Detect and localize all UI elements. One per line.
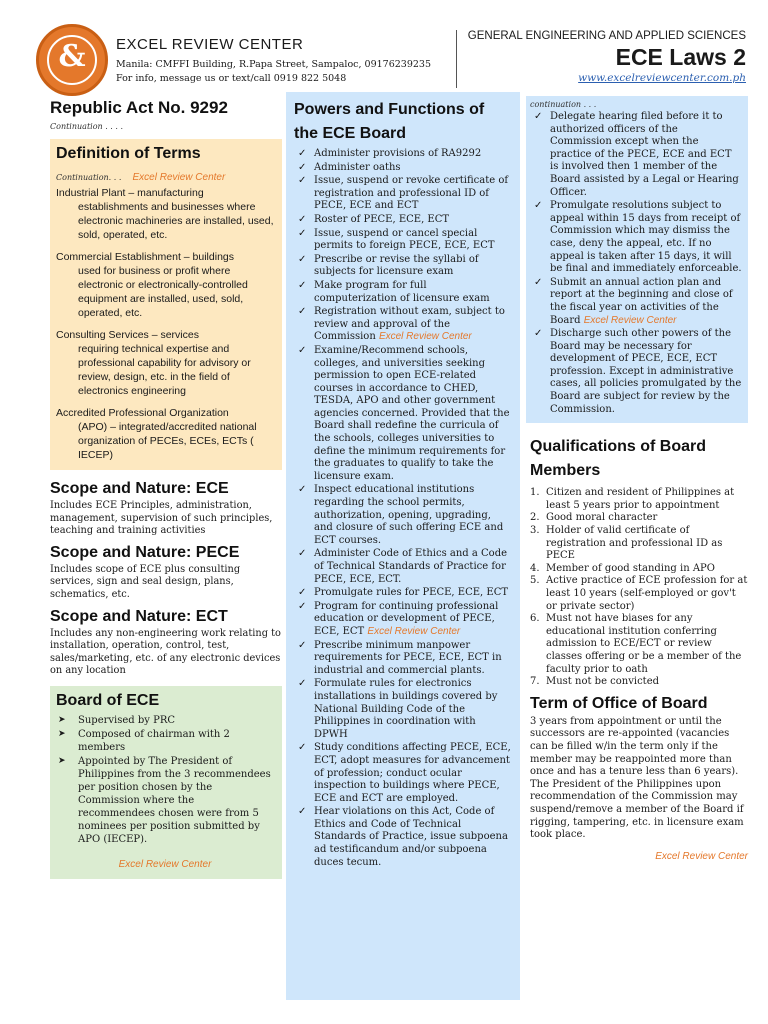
list-item: ✓ Prescribe or revise the syllabi of subjects for licensure exam xyxy=(298,253,479,278)
arrow-bullet-icon: ➤ xyxy=(58,714,66,725)
check-icon: ✓ xyxy=(298,678,307,690)
column-3 xyxy=(526,96,748,863)
excel-logo-icon: & xyxy=(36,24,108,96)
list-item: 4. Member of good standing in APO xyxy=(530,562,715,574)
powers-continued-list xyxy=(530,111,742,416)
watermark: Excel Review Center xyxy=(655,850,748,862)
list-item: ✓ Registration without exam, subject to review and approval of the Commission Excel Review Center xyxy=(298,306,505,343)
check-icon: ✓ xyxy=(298,548,307,560)
column-1 xyxy=(50,98,282,879)
definition-title: Definition of Terms xyxy=(56,145,201,162)
list-item: ✓ Inspect educational institutions regarding the school permits, authorization, opening, upgrading, and closure of such offering ECE and ECT courses. xyxy=(298,484,504,546)
check-icon: ✓ xyxy=(298,484,307,496)
list-item: ✓ Administer Code of Ethics and a Code of Technical Standards of Practice for PECE, ECE, ECT. xyxy=(298,548,508,585)
list-item: ✓ Make program for full computerization of licensure exam xyxy=(298,279,490,304)
check-icon: ✓ xyxy=(298,279,307,291)
watermark: Excel Review Center xyxy=(583,314,677,326)
term-title: Term of Office of Board xyxy=(530,694,708,712)
watermark: Excel Review Center xyxy=(118,858,212,870)
qualifications-title: Qualifications of Board Members xyxy=(530,438,707,480)
board-title: Board of ECE xyxy=(56,691,160,709)
list-item: ✓ Examine/Recommend schools, colleges, and universities seeking permission to open ECE-related courses in accordance to CHED, TESDA, APO and other government agencies concerned. Provided that the Board shall redefine the curricula of the schools, colleges universities to define the minimum requirements for the graduates to qualify to take the licensure exam. xyxy=(298,344,510,482)
list-item: ✓ Hear violations on this Act, Code of Ethics and Code of Technical Standards of Practice, issue subpoena ad testificandum and/or subpoena duces tecum. xyxy=(298,806,508,868)
address: Manila: CMFFI Building, R.Papa Street, Sampaloc, 09176239235 xyxy=(116,59,432,70)
header xyxy=(0,0,768,96)
term-apo: Accredited Professional Organization (APO) – integrated/accredited national organization of PECEs, ECEs, ECTs ( IECEP) xyxy=(56,407,257,461)
qualifications-list xyxy=(530,487,748,689)
col3-continuation: continuation . . . xyxy=(530,100,597,109)
column-2 xyxy=(286,92,520,1000)
check-icon: ✓ xyxy=(298,344,307,356)
check-icon: ✓ xyxy=(298,213,307,225)
check-icon: ✓ xyxy=(298,161,307,173)
term-text: 3 years from appointment or until the successors are re-appointed (vacancies can be filled w/in the term only if the member may be reappointed more than once and has a tenure less than 6 years). The President of the Philippines upon recommendation of the Commission may suspend/remove a member of the Board if rigging, tampering, etc. in licensure exam took place. xyxy=(530,715,744,841)
check-icon: ✓ xyxy=(534,200,543,212)
check-icon: ✓ xyxy=(298,587,307,599)
page-title: ECE Laws 2 xyxy=(615,44,746,70)
list-item: ✓ Formulate rules for electronics installations in buildings covered by National Building Code of the Philippines in coordination with DPWH xyxy=(298,678,498,740)
list-item: ✓ Promulgate resolutions subject to appeal within 15 days from receipt of Commission which may dismiss the case, deny the appeal, etc. If no appeal is taken after 15 days, it will be final and immediately enforceable. xyxy=(534,200,742,275)
list-item: ✓ Issue, suspend or revoke certificate of registration and professional ID of PECE, ECE and ECT xyxy=(298,175,509,212)
watermark: Excel Review Center xyxy=(132,172,226,183)
info-line: For info, message us or text/call 0919 822 5048 xyxy=(116,73,347,84)
list-item: ✓ Discharge such other powers of the Board may be necessary for development of PECE, ECE, ECT profession. Except in administrative cases, all policies promulgated by the Board are subject for review by the Commission. xyxy=(534,328,742,415)
website-link[interactable]: www.excelreviewcenter.com.ph xyxy=(578,72,746,84)
list-item: ✓ Administer provisions of RA9292 xyxy=(298,148,482,159)
check-icon: ✓ xyxy=(298,639,307,651)
check-icon: ✓ xyxy=(298,148,307,159)
ra-continuation: Continuation . . . . xyxy=(50,122,124,131)
arrow-bullet-icon: ➤ xyxy=(58,755,66,766)
watermark: Excel Review Center xyxy=(378,331,472,343)
term-commercial-establishment: Commercial Establishment – buildings used for business or profit where electronic or electronically-controlled equipment are installed, used, sold, operated, etc. xyxy=(56,251,248,319)
list-item: 2. Good moral character xyxy=(530,512,658,524)
scope-pece: Scope and Nature: PECE Includes scope of ECE plus consulting services, sign and seal design, plans, schematics, etc. xyxy=(50,543,241,600)
definition-box xyxy=(50,139,282,470)
list-item: 3. Holder of valid certificate of registration and professional ID as PECE xyxy=(530,525,723,562)
board-list xyxy=(56,714,274,846)
powers-title: Powers and Functions of the ECE Board xyxy=(294,101,485,142)
continuation-box xyxy=(526,96,748,423)
center-name: EXCEL REVIEW CENTER xyxy=(116,36,304,53)
list-item: ✓ Administer oaths xyxy=(298,161,401,173)
list-item: ✓ Roster of PECE, ECE, ECT xyxy=(298,213,450,225)
list-item: ➤ Supervised by PRC xyxy=(58,714,176,726)
list-item: ✓ Prescribe minimum manpower requirements for PECE, ECE, ECT in industrial and commercial plants. xyxy=(298,639,502,676)
list-item: ✓ Submit an annual action plan and report at the beginning and close of the fiscal year on activities of the Board Excel Review Center xyxy=(534,276,733,326)
list-item: ➤ Composed of chairman with 2 members xyxy=(58,728,230,753)
contact-info xyxy=(116,58,431,86)
check-icon: ✓ xyxy=(298,306,307,318)
term-consulting-services: Consulting Services – services requiring technical expertise and professional capability for advisory or review, design, etc. in the field of electronics engineering xyxy=(56,329,251,397)
check-icon: ✓ xyxy=(298,175,307,187)
list-item: ✓ Program for continuing professional education or development of PECE, ECE, ECT Excel Review Center xyxy=(298,600,499,637)
list-item: ➤ Appointed by The President of Philippines from the 3 recommendees per position chosen by the Commission where the recommendees chosen were from 5 nominees per position submitted by APO (IECEP). xyxy=(58,755,271,845)
powers-list xyxy=(294,148,512,869)
list-item: ✓ Promulgate rules for PECE, ECE, ECT xyxy=(298,587,509,599)
list-item: 1. Citizen and resident of Philippines at least 5 years prior to appointment xyxy=(530,487,735,511)
scope-ect: Scope and Nature: ECT Includes any non-engineering work relating to installation, operation, control, test, sales/marketing, etc. of any electronic devices on any location xyxy=(50,607,281,677)
check-icon: ✓ xyxy=(298,742,307,754)
check-icon: ✓ xyxy=(534,111,543,122)
list-item: 6. Must not have biases for any educational institution conferring admission to ECE/ECT or review classes offering or be a member of the faculty prior to oath xyxy=(530,613,742,675)
check-icon: ✓ xyxy=(534,276,543,288)
ra-title: Republic Act No. 9292 xyxy=(50,98,228,117)
scope-ece: Scope and Nature: ECE Includes ECE Principles, administration, management, supervision of such principles, teaching and training activities xyxy=(50,480,273,537)
list-item: 5. Active practice of ECE profession for at least 10 years (self-employed or gov't or private sector) xyxy=(530,575,748,612)
definition-continuation: Continuation. . . xyxy=(56,173,122,182)
check-icon: ✓ xyxy=(534,328,543,340)
list-item: ✓ Issue, suspend or cancel special permits to foreign PECE, ECE, ECT xyxy=(298,227,495,252)
list-item: ✓ Delegate hearing filed before it to authorized officers of the Commission except when the practice of the PECE, ECE and ECT is involved then 1 member of the Board assisted by a Legal or Hearing Officer. xyxy=(534,111,739,198)
header-divider xyxy=(456,30,457,88)
qualifications-section xyxy=(526,435,748,689)
arrow-bullet-icon: ➤ xyxy=(58,728,66,739)
watermark: Excel Review Center xyxy=(367,625,461,637)
check-icon: ✓ xyxy=(298,806,307,818)
term-industrial-plant: Industrial Plant – manufacturing establishments and businesses where electronic machineries are installed, used, sold, operated, etc. xyxy=(56,187,274,241)
check-icon: ✓ xyxy=(298,600,307,612)
term-section xyxy=(526,695,748,863)
board-box xyxy=(50,686,282,879)
list-item: ✓ Study conditions affecting PECE, ECE, ECT, adopt measures for advancement of profession; conduct ocular inspection to buildings where PECE, ECE and ECT are employed. xyxy=(298,742,511,804)
check-icon: ✓ xyxy=(298,227,307,239)
check-icon: ✓ xyxy=(298,253,307,265)
category-label: GENERAL ENGINEERING AND APPLIED SCIENCES xyxy=(467,30,746,42)
list-item: 7. Must not be convicted xyxy=(530,676,660,688)
